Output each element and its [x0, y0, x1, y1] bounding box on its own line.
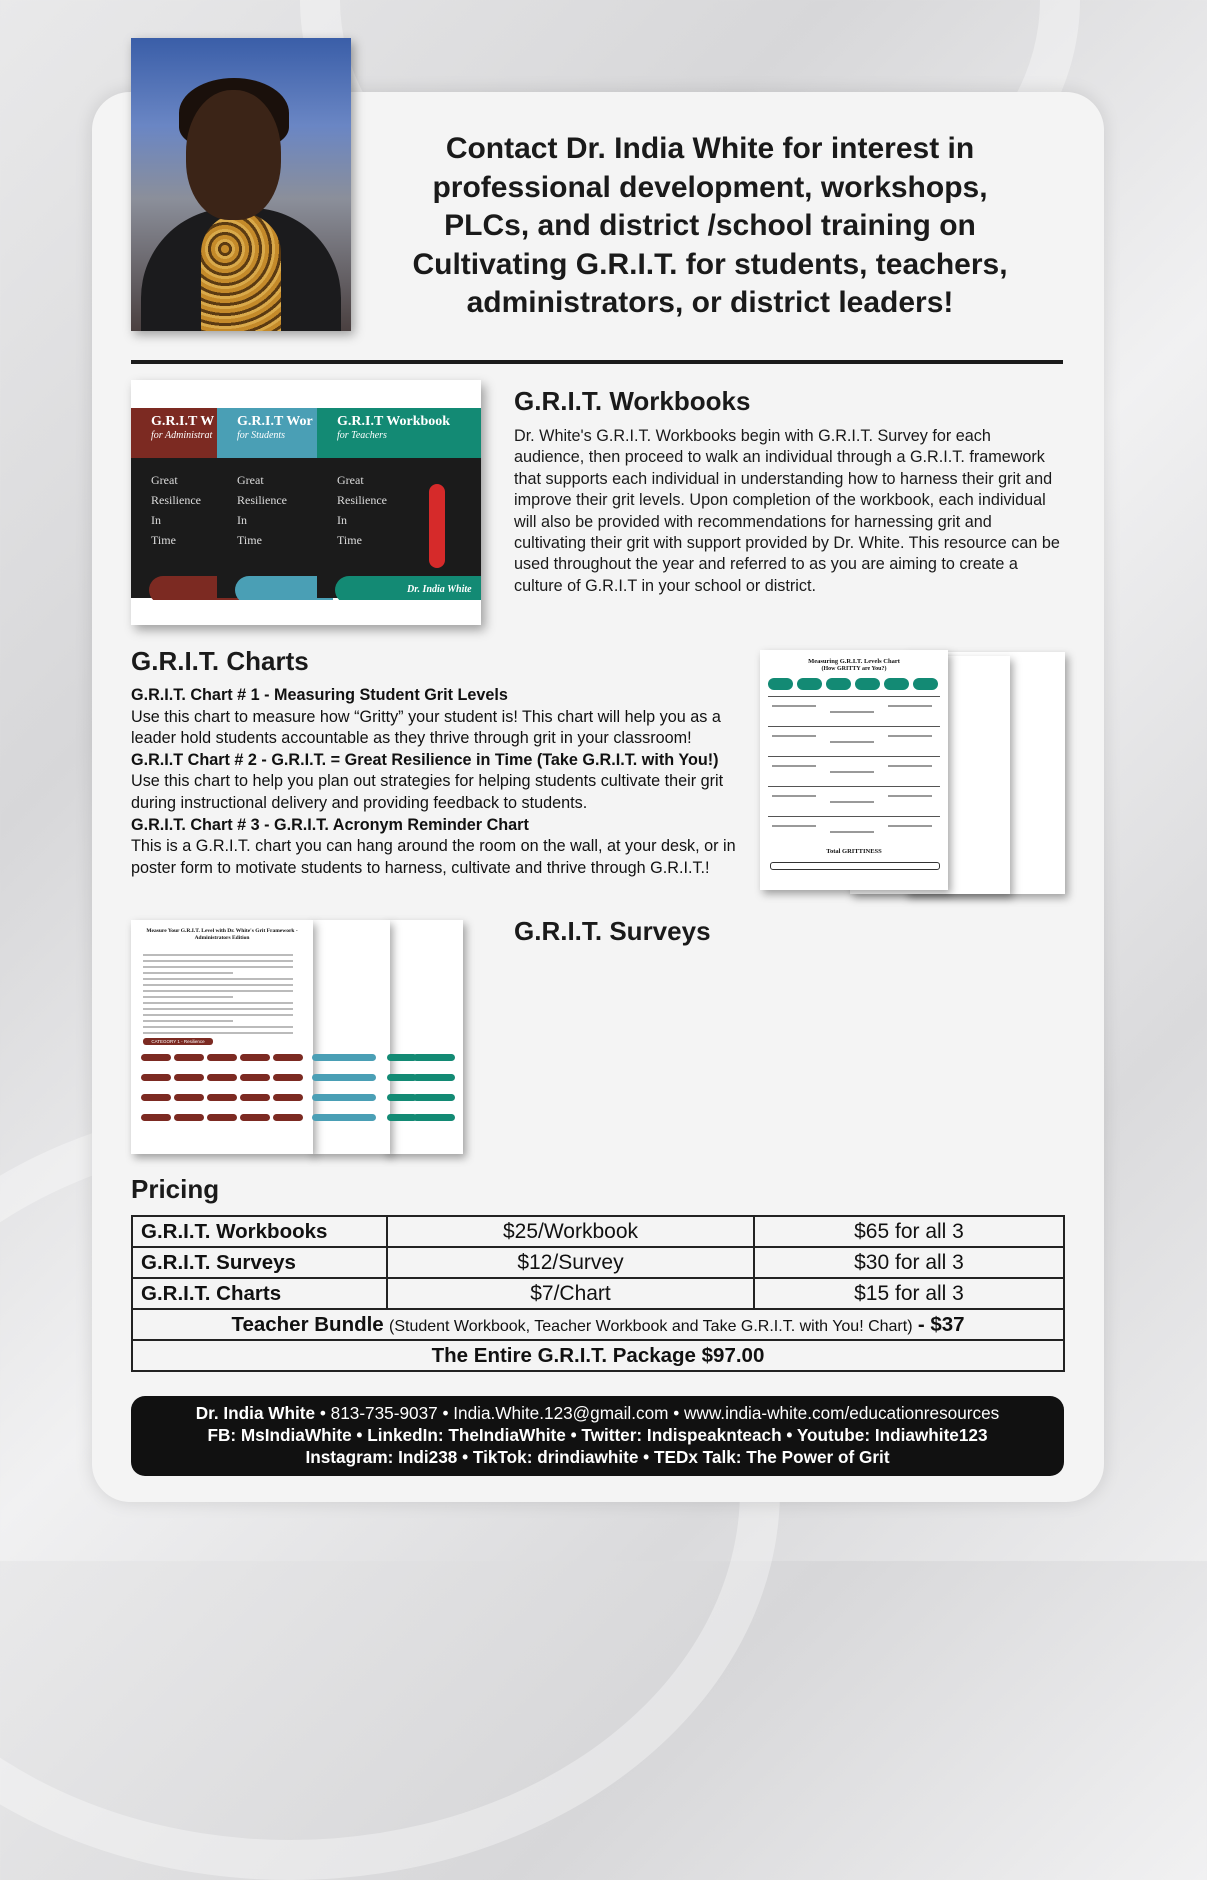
cover-acronym — [151, 470, 201, 550]
chart-row — [768, 726, 940, 755]
chart-cell-text — [888, 705, 932, 707]
teacher-bundle — [132, 1309, 1064, 1340]
survey-option-pill — [336, 1114, 376, 1121]
chart-1-title: G.R.I.T. Chart # 1 - Measuring Student Grit Levels — [131, 686, 508, 704]
package-text: The Entire G.R.I.T. Package $97.00 — [431, 1343, 765, 1367]
survey-text-line — [143, 978, 293, 980]
cover-subtitle: for Administrat — [151, 430, 213, 441]
chart-3-description: This is a G.R.I.T. chart you can hang around the room on the wall, at your desk, or in poster form to motivate students to harness, cultivate and thrive through G.R.I.T.! — [131, 837, 736, 877]
footer-line-2: FB: MsIndiaWhite • LinkedIn: TheIndiaWhite • Twitter: Indispeaknteach • Youtube: Indiawhite123 — [207, 1425, 988, 1445]
survey-option-pill — [336, 1054, 376, 1061]
survey-option-pill — [174, 1074, 204, 1081]
cover-line: In — [151, 513, 161, 527]
bundle-note: (Student Workbook, Teacher Workbook and Take G.R.I.T. with You! Chart) — [389, 1317, 913, 1335]
cover-acronym — [337, 470, 387, 550]
workbooks-heading: G.R.I.T. Workbooks — [514, 386, 751, 416]
pricing-package-row — [132, 1340, 1064, 1371]
cover-line: Great — [151, 473, 178, 487]
survey-option-pill — [141, 1094, 171, 1101]
cover-line: Resilience — [237, 493, 287, 507]
chart-preview-title: Measuring G.R.I.T. Levels Chart — [808, 658, 900, 665]
cover-title: G.R.I.T W — [151, 414, 215, 429]
survey-text-line — [143, 1008, 293, 1010]
chart-cell-text — [830, 741, 874, 743]
charts-list — [131, 685, 751, 879]
photo-face — [186, 90, 281, 220]
pricing-single: $12/Survey — [387, 1247, 754, 1278]
cover-subtitle: for Students — [237, 430, 286, 441]
chart-cell-text — [830, 771, 874, 773]
survey-option-pill — [240, 1094, 270, 1101]
workbooks-image — [131, 380, 481, 625]
footer-line-1 — [131, 1402, 1064, 1424]
cover-line: Resilience — [337, 493, 387, 507]
survey-option-pill — [207, 1094, 237, 1101]
pricing-all: $30 for all 3 — [754, 1247, 1064, 1278]
chart-cell-text — [830, 711, 874, 713]
survey-option-pill — [240, 1054, 270, 1061]
chart-header-pill — [768, 678, 793, 690]
chart-cell-text — [888, 765, 932, 767]
pricing-item: G.R.I.T. Surveys — [132, 1247, 387, 1278]
contact-headline: Contact Dr. India White for interest in professional development, workshops, PLCs, and district /school training on Cultivating G.R.I.T. for students, teachers, administrators, or district leaders! — [412, 132, 1008, 319]
chart-preview-grid — [768, 678, 940, 848]
survey-text-line — [143, 966, 293, 968]
contact-footer — [131, 1396, 1064, 1476]
chart-preview-total: Total GRITTINESS — [826, 848, 882, 855]
chart-header-pill — [913, 678, 938, 690]
chart-header-pill — [884, 678, 909, 690]
chart-cell-text — [772, 735, 816, 737]
survey-text-line — [143, 972, 233, 974]
chart-2-description: Use this chart to help you plan out strategies for helping students cultivate their grit during instructional delivery and providing feedback to students. — [131, 772, 724, 812]
pricing-item: G.R.I.T. Charts — [132, 1278, 387, 1309]
entire-package — [132, 1340, 1064, 1371]
workbook-cover-teachers — [317, 408, 481, 600]
chart-cell-text — [772, 795, 816, 797]
chart-cell-text — [888, 795, 932, 797]
chart-1-description: Use this chart to measure how “Gritty” your student is! This chart will help you as a leader hold students accountable as they thrive through grit in your classroom! — [131, 707, 721, 748]
survey-text-line — [143, 990, 293, 992]
chart-3-title: G.R.I.T. Chart # 3 - G.R.I.T. Acronym Reminder Chart — [131, 815, 529, 834]
chart-header-pill — [855, 678, 880, 690]
cover-author: Dr. India White — [407, 584, 472, 595]
cover-acronym — [237, 470, 287, 550]
pricing-all: $15 for all 3 — [754, 1278, 1064, 1309]
survey-option-pill — [207, 1054, 237, 1061]
survey-text-line — [143, 1014, 293, 1016]
survey-option-pill — [413, 1094, 455, 1101]
chart-cell-text — [772, 825, 816, 827]
survey-option-pill — [141, 1074, 171, 1081]
author-photo — [131, 38, 351, 331]
chart-row — [768, 756, 940, 785]
survey-option-pill — [273, 1054, 303, 1061]
pricing-single: $7/Chart — [387, 1278, 754, 1309]
chart-row — [768, 816, 940, 845]
survey-option-pill — [273, 1074, 303, 1081]
pricing-heading: Pricing — [131, 1174, 220, 1204]
chart-2-title: G.R.I.T Chart # 2 - G.R.I.T. = Great Resilience in Time (Take G.R.I.T. with You!) — [131, 750, 719, 769]
footer-contact: • 813-735-9037 • India.White.123@gmail.com • www.india-white.com/educationresources — [319, 1403, 1000, 1423]
chart-cell-text — [888, 825, 932, 827]
survey-option-pill — [141, 1054, 171, 1061]
footer-line-3: Instagram: Indi238 • TikTok: drindiawhite • TEDx Talk: The Power of Grit — [305, 1447, 890, 1467]
survey-text-line — [143, 1026, 293, 1028]
workbooks-description: Dr. White's G.R.I.T. Workbooks begin with G.R.I.T. Survey for each audience, then proceed to walk an individual through a G.R.I.T. framework that supports each individual in understanding how to harness their grit and improve their grit levels. Upon completion of the workbook, each individual will also be provided with recommendations for harnessing grit and cultivating their grit with support provided by Dr. White. This resource can be used throughout the year and referred to as you are aiming to create a culture of G.R.I.T in your school or district. — [514, 427, 1060, 595]
survey-text-line — [143, 1002, 293, 1004]
cover-line: In — [237, 513, 247, 527]
bundle-name: Teacher Bundle — [231, 1312, 384, 1336]
cover-line: Time — [337, 533, 362, 547]
survey-text-line — [143, 954, 293, 956]
survey-option-pill — [174, 1114, 204, 1121]
survey-text-line — [143, 960, 293, 962]
survey-text-line — [143, 1020, 233, 1022]
survey-option-pill — [207, 1114, 237, 1121]
pricing-row — [132, 1247, 1064, 1278]
pricing-item: G.R.I.T. Workbooks — [132, 1216, 387, 1247]
survey-option-pill — [240, 1114, 270, 1121]
chart-cell-text — [830, 831, 874, 833]
survey-option-pill — [336, 1074, 376, 1081]
survey-option-pill — [240, 1074, 270, 1081]
cover-title: G.R.I.T Wor — [237, 414, 313, 429]
survey-option-pill — [174, 1054, 204, 1061]
cover-line: Time — [237, 533, 262, 547]
speaker-figure — [429, 484, 445, 568]
survey-preview-title: Measure Your G.R.I.T. Level with Dr. White's Grit Framework - Administrators Edition — [146, 928, 298, 941]
pricing-bundle-row — [132, 1309, 1064, 1340]
survey-preview-category: CATEGORY 1 - Resilience — [143, 1038, 213, 1045]
survey-option-pill — [413, 1074, 455, 1081]
cover-line: Great — [237, 473, 264, 487]
surveys-heading: G.R.I.T. Surveys — [514, 916, 711, 946]
survey-option-pill — [413, 1054, 455, 1061]
pricing-table — [131, 1215, 1065, 1372]
footer-name: Dr. India White — [195, 1403, 316, 1423]
survey-text-line — [143, 984, 293, 986]
chart-cell-text — [830, 801, 874, 803]
chart-row — [768, 786, 940, 815]
chart-row — [768, 696, 940, 725]
cover-subtitle: for Teachers — [337, 430, 387, 441]
survey-text-line — [143, 1032, 293, 1034]
chart-cell-text — [772, 765, 816, 767]
chart-header-pill — [826, 678, 851, 690]
survey-option-pill — [273, 1114, 303, 1121]
cover-line: Time — [151, 533, 176, 547]
cover-title: G.R.I.T Workbook — [337, 414, 451, 429]
chart-cell-text — [888, 735, 932, 737]
pricing-row — [132, 1216, 1064, 1247]
charts-heading: G.R.I.T. Charts — [131, 646, 309, 676]
chart-header-pill — [797, 678, 822, 690]
chart-preview-page-1 — [760, 650, 948, 890]
pricing-single: $25/Workbook — [387, 1216, 754, 1247]
chart-cell-text — [772, 705, 816, 707]
survey-text-line — [143, 996, 233, 998]
bundle-price: - $37 — [917, 1312, 965, 1336]
survey-option-pill — [273, 1094, 303, 1101]
chart-preview-subtitle: (How GRITTY are You?) — [821, 666, 887, 672]
cover-line: Resilience — [151, 493, 201, 507]
survey-option-pill — [207, 1074, 237, 1081]
survey-option-pill — [336, 1094, 376, 1101]
survey-option-pill — [174, 1094, 204, 1101]
chart-preview-weekdays — [770, 862, 940, 870]
survey-option-pill — [413, 1114, 455, 1121]
survey-option-pill — [141, 1114, 171, 1121]
cover-line: Great — [337, 473, 364, 487]
pricing-row — [132, 1278, 1064, 1309]
photo-blouse — [201, 213, 281, 331]
pricing-all: $65 for all 3 — [754, 1216, 1064, 1247]
survey-preview-page-1 — [131, 920, 313, 1154]
cover-line: In — [337, 513, 347, 527]
section-divider — [131, 360, 1063, 364]
